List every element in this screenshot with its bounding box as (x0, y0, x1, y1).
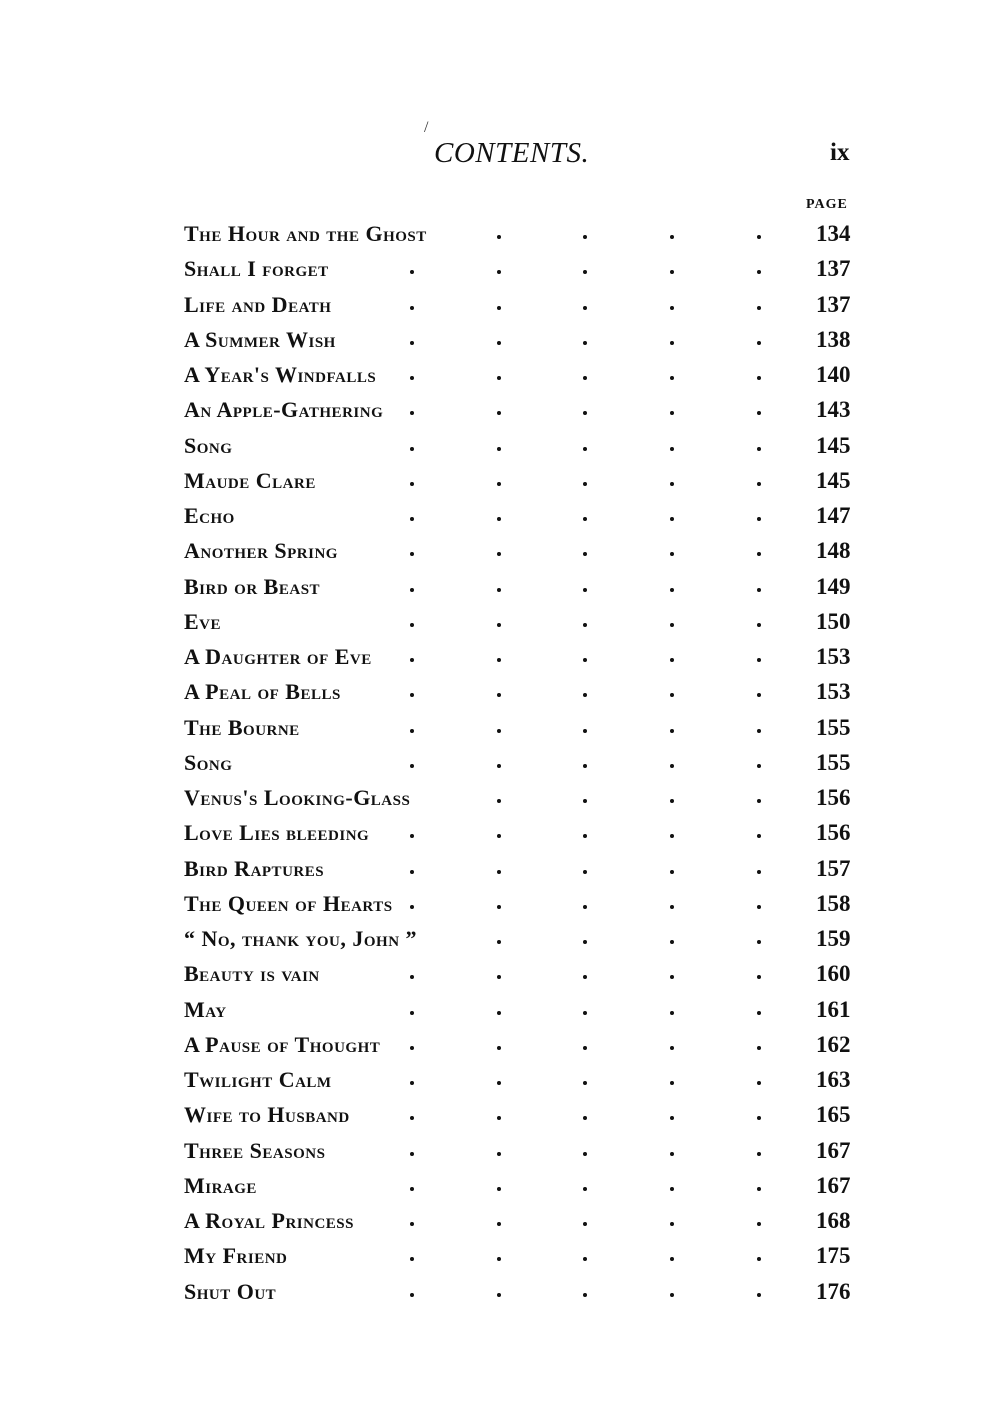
entry-page-number: 153 (816, 679, 851, 705)
entry-title: A Summer Wish (184, 322, 342, 357)
leader-dot (670, 729, 674, 733)
leader-dot (497, 306, 501, 310)
leader-dot (757, 764, 761, 768)
leader-dot (583, 834, 587, 838)
leader-dot (497, 1222, 501, 1226)
toc-entry (184, 1238, 864, 1273)
leader-dot (670, 1046, 674, 1050)
leader-dot (670, 482, 674, 486)
leader-dot (497, 482, 501, 486)
leader-dot (583, 270, 587, 274)
leader-dot (757, 940, 761, 944)
leader-dot (670, 235, 674, 239)
toc-entry (184, 886, 864, 921)
toc-entry (184, 780, 864, 815)
leader-dot (410, 1152, 414, 1156)
leader-dot (410, 623, 414, 627)
entry-page-number: 147 (816, 503, 851, 528)
leader-dot (757, 341, 761, 345)
toc-entry (184, 745, 864, 780)
leader-dot (497, 764, 501, 768)
entry-title: Shut Out (184, 1274, 282, 1309)
toc-entry (184, 956, 864, 991)
leader-dot (670, 834, 674, 838)
leader-dot (497, 870, 501, 874)
leader-dot (670, 411, 674, 415)
toc-entry (184, 463, 864, 498)
dot-leader (184, 604, 784, 639)
toc-entry (184, 710, 864, 745)
leader-dot (410, 341, 414, 345)
leader-dot (757, 870, 761, 874)
toc-entry (184, 357, 864, 392)
entry-title: Eve (184, 604, 227, 639)
toc-entry (184, 1133, 864, 1168)
page-column-label: PAGE (806, 197, 848, 212)
leader-dot (583, 341, 587, 345)
leader-dot (670, 1081, 674, 1085)
leader-dot (583, 552, 587, 556)
leader-dot (497, 940, 501, 944)
leader-dot (670, 1293, 674, 1297)
toc-entry (184, 322, 864, 357)
entry-title: Venus's Looking-Glass (184, 780, 416, 815)
entry-title: Bird or Beast (184, 569, 326, 604)
leader-dot (757, 799, 761, 803)
leader-dot (410, 517, 414, 521)
leader-dot (497, 517, 501, 521)
entry-title: The Bourne (184, 710, 306, 745)
leader-dot (497, 834, 501, 838)
entry-title: Three Seasons (184, 1133, 331, 1168)
leader-dot (670, 799, 674, 803)
leader-dot (410, 975, 414, 979)
leader-dot (670, 764, 674, 768)
toc-entry (184, 1203, 864, 1238)
leader-dot (583, 1152, 587, 1156)
leader-dot (410, 588, 414, 592)
leader-dot (410, 1293, 414, 1297)
entry-title: The Hour and the Ghost (184, 216, 433, 251)
entry-page-number: 163 (816, 1067, 851, 1092)
leader-dot (497, 1152, 501, 1156)
entry-page-number: 145 (816, 467, 851, 493)
running-title: CONTENTS. (434, 137, 590, 169)
leader-dot (757, 588, 761, 592)
leader-dot (497, 588, 501, 592)
leader-dot (410, 764, 414, 768)
leader-dot (497, 411, 501, 415)
entry-title: Another Spring (184, 533, 344, 568)
entry-page-number: 167 (816, 1172, 851, 1198)
entry-title: May (184, 992, 233, 1027)
entry-page-number: 168 (816, 1208, 851, 1233)
entry-page-number: 134 (816, 221, 851, 246)
running-head (0, 119, 1000, 173)
entry-page-number: 145 (816, 432, 851, 458)
leader-dot (757, 905, 761, 909)
leader-dot (497, 552, 501, 556)
leader-dot (757, 411, 761, 415)
leader-dot (497, 1187, 501, 1191)
entry-page-number: 137 (816, 291, 851, 317)
leader-dot (410, 552, 414, 556)
toc-entry (184, 428, 864, 463)
toc-entry (184, 569, 864, 604)
dot-leader (184, 428, 784, 463)
leader-dot (757, 482, 761, 486)
leader-dot (583, 411, 587, 415)
leader-dot (757, 1293, 761, 1297)
entry-page-number: 175 (816, 1243, 851, 1269)
leader-dot (670, 306, 674, 310)
leader-dot (670, 940, 674, 944)
leader-dot (670, 1257, 674, 1261)
leader-dot (583, 799, 587, 803)
leader-dot (757, 306, 761, 310)
leader-dot (583, 940, 587, 944)
entry-title: Beauty is vain (184, 956, 326, 991)
entry-page-number: 156 (816, 820, 851, 846)
entry-page-number: 161 (816, 996, 851, 1022)
leader-dot (583, 1011, 587, 1015)
leader-dot (410, 1046, 414, 1050)
leader-dot (410, 693, 414, 697)
toc-entry (184, 533, 864, 568)
leader-dot (757, 447, 761, 451)
entry-title: The Queen of Hearts (184, 886, 399, 921)
leader-dot (497, 658, 501, 662)
toc-entry (184, 216, 864, 251)
leader-dot (583, 447, 587, 451)
leader-dot (583, 764, 587, 768)
leader-dot (757, 1257, 761, 1261)
leader-dot (497, 270, 501, 274)
leader-dot (757, 623, 761, 627)
leader-dot (410, 270, 414, 274)
leader-dot (410, 1116, 414, 1120)
leader-dot (583, 623, 587, 627)
entry-page-number: 153 (816, 644, 851, 669)
leader-dot (670, 975, 674, 979)
leader-dot (583, 588, 587, 592)
toc-entry (184, 1168, 864, 1203)
leader-dot (757, 1116, 761, 1120)
leader-dot (410, 1011, 414, 1015)
leader-dot (497, 1081, 501, 1085)
entry-title: An Apple-Gathering (184, 392, 389, 427)
leader-dot (410, 306, 414, 310)
leader-dot (670, 905, 674, 909)
leader-dot (670, 552, 674, 556)
leader-dot (410, 870, 414, 874)
leader-dot (497, 1116, 501, 1120)
leader-dot (670, 270, 674, 274)
entry-title: A Year's Windfalls (184, 357, 382, 392)
leader-dot (583, 693, 587, 697)
leader-dot (410, 1187, 414, 1191)
entry-title: My Friend (184, 1238, 293, 1273)
leader-dot (670, 341, 674, 345)
entry-page-number: 156 (816, 785, 851, 810)
toc-entry (184, 815, 864, 850)
entry-title: Mirage (184, 1168, 263, 1203)
entry-page-number: 148 (816, 538, 851, 564)
leader-dot (410, 482, 414, 486)
dot-leader (184, 992, 784, 1027)
leader-dot (670, 376, 674, 380)
entry-page-number: 176 (816, 1278, 851, 1304)
leader-dot (670, 870, 674, 874)
entry-page-number: 160 (816, 961, 851, 987)
entry-page-number: 165 (816, 1102, 851, 1128)
leader-dot (410, 411, 414, 415)
dot-leader (184, 745, 784, 780)
leader-dot (583, 870, 587, 874)
leader-dot (757, 517, 761, 521)
entry-page-number: 149 (816, 573, 851, 599)
entry-title: Maude Clare (184, 463, 322, 498)
toc-entry (184, 1062, 864, 1097)
leader-dot (410, 834, 414, 838)
entry-title: Love Lies bleeding (184, 815, 375, 850)
toc-entry (184, 851, 864, 886)
leader-dot (410, 447, 414, 451)
leader-dot (497, 905, 501, 909)
leader-dot (757, 1046, 761, 1050)
entry-title: A Peal of Bells (184, 674, 347, 709)
entry-page-number: 137 (816, 256, 851, 282)
leader-dot (497, 693, 501, 697)
leader-dot (757, 1011, 761, 1015)
leader-dot (583, 975, 587, 979)
entry-title: Twilight Calm (184, 1062, 338, 1097)
leader-dot (583, 1257, 587, 1261)
leader-dot (583, 905, 587, 909)
dot-leader (184, 1168, 784, 1203)
leader-dot (410, 376, 414, 380)
entry-title: Echo (184, 498, 241, 533)
leader-dot (410, 658, 414, 662)
leader-dot (583, 482, 587, 486)
leader-dot (410, 729, 414, 733)
leader-dot (497, 376, 501, 380)
leader-dot (497, 975, 501, 979)
leader-dot (410, 1081, 414, 1085)
leader-dot (583, 1046, 587, 1050)
entry-page-number: 143 (816, 397, 851, 423)
stray-mark-icon: / (424, 119, 429, 136)
leader-dot (757, 1152, 761, 1156)
toc-entry (184, 921, 864, 956)
leader-dot (497, 623, 501, 627)
leader-dot (583, 517, 587, 521)
entry-page-number: 138 (816, 326, 851, 352)
leader-dot (497, 1293, 501, 1297)
leader-dot (583, 1187, 587, 1191)
leader-dot (583, 1081, 587, 1085)
leader-dot (497, 341, 501, 345)
table-of-contents (184, 216, 864, 1309)
leader-dot (497, 1011, 501, 1015)
entry-page-number: 140 (816, 362, 851, 387)
leader-dot (757, 1081, 761, 1085)
leader-dot (670, 658, 674, 662)
entry-title: A Daughter of Eve (184, 639, 378, 674)
entry-title: Life and Death (184, 287, 337, 322)
toc-entry (184, 251, 864, 286)
entry-page-number: 162 (816, 1031, 851, 1057)
leader-dot (757, 729, 761, 733)
entry-title: Bird Raptures (184, 851, 330, 886)
leader-dot (670, 1152, 674, 1156)
entry-page-number: 159 (816, 926, 851, 951)
entry-page-number: 167 (816, 1137, 851, 1163)
leader-dot (410, 1222, 414, 1226)
leader-dot (757, 270, 761, 274)
toc-entry (184, 604, 864, 639)
entry-title: Wife to Husband (184, 1097, 356, 1132)
leader-dot (583, 1293, 587, 1297)
leader-dot (670, 1187, 674, 1191)
leader-dot (583, 235, 587, 239)
leader-dot (670, 1011, 674, 1015)
toc-entry (184, 392, 864, 427)
toc-entry (184, 674, 864, 709)
entry-title: “ No, thank you, John ” (184, 921, 423, 956)
leader-dot (583, 306, 587, 310)
leader-dot (497, 799, 501, 803)
entry-title: Shall I forget (184, 251, 335, 286)
entry-page-number: 158 (816, 890, 851, 916)
leader-dot (497, 447, 501, 451)
leader-dot (497, 1046, 501, 1050)
leader-dot (583, 658, 587, 662)
leader-dot (757, 1222, 761, 1226)
entry-title: Song (184, 745, 238, 780)
folio-page-number: ix (830, 139, 850, 166)
dot-leader (184, 498, 784, 533)
entry-title: A Royal Princess (184, 1203, 360, 1238)
leader-dot (410, 905, 414, 909)
toc-entry (184, 287, 864, 322)
leader-dot (583, 729, 587, 733)
leader-dot (670, 588, 674, 592)
toc-entry (184, 1097, 864, 1132)
leader-dot (757, 1187, 761, 1191)
entry-page-number: 157 (816, 855, 851, 881)
toc-entry (184, 639, 864, 674)
toc-entry (184, 1274, 864, 1309)
entry-title: Song (184, 428, 238, 463)
leader-dot (410, 1257, 414, 1261)
toc-entry (184, 992, 864, 1027)
leader-dot (670, 517, 674, 521)
leader-dot (670, 623, 674, 627)
entry-page-number: 150 (816, 608, 851, 634)
leader-dot (583, 1222, 587, 1226)
leader-dot (583, 1116, 587, 1120)
toc-entry (184, 498, 864, 533)
leader-dot (670, 693, 674, 697)
leader-dot (670, 447, 674, 451)
leader-dot (757, 834, 761, 838)
entry-page-number: 155 (816, 749, 851, 775)
leader-dot (583, 376, 587, 380)
leader-dot (497, 729, 501, 733)
leader-dot (497, 235, 501, 239)
toc-entry (184, 1027, 864, 1062)
leader-dot (757, 235, 761, 239)
leader-dot (670, 1222, 674, 1226)
leader-dot (497, 1257, 501, 1261)
leader-dot (757, 658, 761, 662)
leader-dot (757, 376, 761, 380)
leader-dot (670, 1116, 674, 1120)
entry-title: A Pause of Thought (184, 1027, 386, 1062)
leader-dot (757, 552, 761, 556)
entry-page-number: 155 (816, 714, 851, 740)
leader-dot (757, 693, 761, 697)
leader-dot (757, 975, 761, 979)
